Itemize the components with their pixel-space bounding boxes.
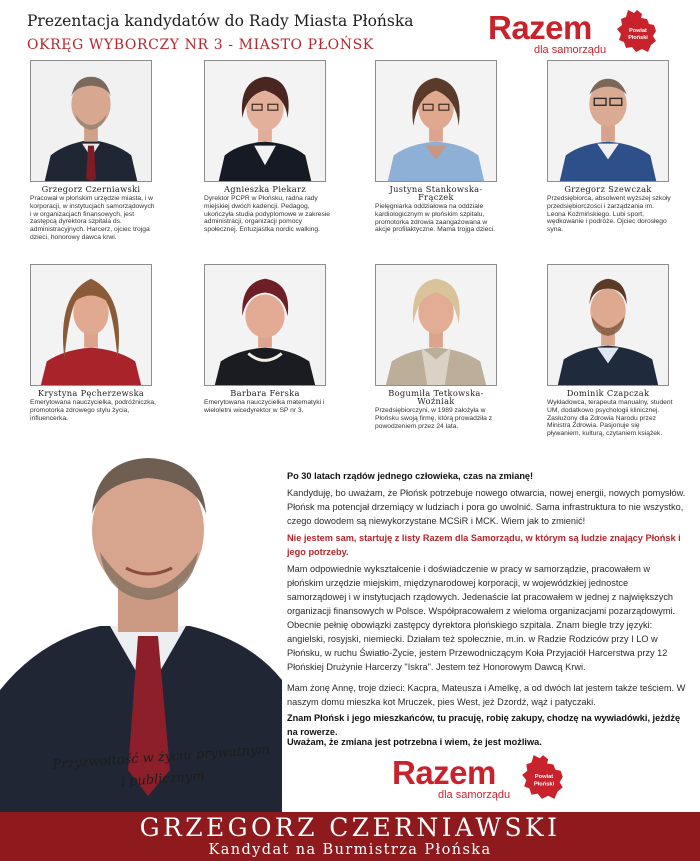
candidate-description: Przedsiębiorca, absolwent wyższej szkoły przedsiębiorczości i zarządzania im. Leona Koźmińskiego. Lubi sport, wędkowanie i podróże. Ojciec dorosłego syna. [547,195,671,234]
highlight-text: Nie jestem sam, startuję z listy Razem dla Samorządu, w którym są ludzie znający Płońsk i jego potrzeby. [287,533,681,557]
candidate-description: Wykładowca, terapeuta manualny, student UM, dodatkowo psychologii klinicznej. Zasłużony dla Zdrowia Narodu przez Ministra Zdrowia. Pasjonuje się pływaniem, kulturą, czytaniem książek. [547,399,673,438]
razem-logo [488,10,673,60]
slogan: Przyzwoitość w życiu prywatnym i publicznym [52,742,271,790]
footer-candidate-name: GRZEGORZ CZERNIAWSKI [139,813,561,842]
candidate-name: Agnieszka Piekarz [223,184,306,194]
candidate-photo [30,264,152,386]
powiat-plonski-map-icon [614,7,662,55]
candidate-photo [204,264,326,386]
candidate-name: Grzegorz Czerniawski [41,184,141,194]
logo-word: Razem [488,9,592,46]
logo-tagline: dla samorządu [438,789,511,801]
candidate-description: Dyrektor PCPR w Płońsku, radna rady miejskiej dwóch kadencji. Pedagog, ukończyła studia podyplomowe w zakresie administracji, organizacji pomocy społecznej. Entuzjastka nordic walking. [204,195,331,234]
razem-logo [392,755,582,807]
powiat-plonski-map-icon [519,752,569,802]
district-title: OKRĘG WYBORCZY NR 3 - MIASTO PŁOŃSK [27,37,374,53]
candidate-photo [375,60,497,182]
candidate-name: Grzegorz Szewczak [564,184,652,194]
candidate-description: Emerytowana nauczycielka, podróżniczka, promotorka zdrowego stylu życia, influencerka. [30,399,157,422]
logo-word: Razem [392,754,496,791]
map-label-1: Powiat [534,774,554,781]
candidate-description: Przedsiębiorczyni, w 1989 założyła w Płońsku swoją firmę, którą prowadziła z powodzeniem przez 24 lata. [375,407,493,430]
footer-banner [0,812,700,861]
candidate-name: Justyna Stankowska-Frączek [389,184,483,202]
map-label-2: Płoński [533,781,555,788]
candidate-name: Dominik Czapczak [566,388,650,398]
candidate-description: Pracował w płońskim urzędzie miasta, i w korporacji, w instytucjach samorządowych i w organizacjach finansowych, jest zastępcą dyrektora szpitala ds. administracyjnych. Harcerz, ojciec trojga dzieci, honorowy dawca krwi. [30,195,155,241]
main-headline: Po 30 latach rządów jednego człowieka, czas na zmianę! [287,471,534,481]
candidate-photo [30,60,152,182]
candidate-photo [204,60,326,182]
candidate-photo [547,264,669,386]
paragraph-1: Kandyduję, bo uważam, że Płońsk potrzebuje nowego otwarcia, nowej energii, nowych pomysłów. Płońsk ma potencjał drzemiący w ludziach i pora go uwolnić. Sama infrastruktura to nie wszystko, czego dowodem są niewykorzystane MCSiR i MCK. Wiem jak to zmienić! [287,488,686,526]
candidate-name: Krystyna Pęcherzewska [37,388,145,398]
paragraph-3: Mam żonę Annę, troje dzieci: Kacpra, Mateusza i Amelkę, a od dwóch lat jestem także teściem. W naszym domu mieszka kot Mruczek, pies West, jeż Dzordż, wąż i patyczaki. [287,683,686,707]
paragraph-2: Mam odpowiednie wykształcenie i doświadczenie w pracy w samorządzie, pracowałem w płońskim urzędzie miejskim, międzynarodowej korporacji, w wojewódzkiej jednostce samorządowej i w instytucjach rządowych. Jedenaście lat pracowałem w jednej z największych organizacji finansowych w Polsce. Współpracowałem z wieloma organizacjami pozarządowymi. Obecnie pełnię obowiązki zastępcy dyrektora płońskiego szpitala. Znam biegle trzy języki: angielski, rosyjski, niemiecki. Działam też społecznie, m.in. w Radzie Rodziców przy I LO w Płońsku, w ruchu Światło-Życie, jestem Przewodniczącym Koła Przyjaciół Harcerstwa przy 12 Płońskiej Drużynie Harcerzy "Iskra". Jestem też Honorowym Dawcą Krwi. [287,564,676,672]
map-label-1: Powiat [629,28,647,34]
map-label-2: Płoński [628,35,648,41]
logo-tagline: dla samorządu [534,44,607,56]
candidate-name: Barbara Ferska [230,388,300,398]
bold-statement-2: Uważam, że zmiana jest potrzebna i wiem, że jest możliwa. [287,737,542,747]
candidate-name: Bogumiła Tetkowska-Woźniak [388,388,484,406]
footer-candidate-role: Kandydat na Burmistrza Płońska [208,842,492,858]
candidate-photo [547,60,669,182]
page-title: Prezentacja kandydatów do Rady Miasta Płońska [27,12,414,30]
bold-statement-1: Znam Płońsk i jego mieszkańców, tu pracuję, robię zakupy, chodzę na wywiadówki, jeżdżę na rowerze. [287,713,681,737]
candidate-photo [375,264,497,386]
candidate-description: Pielęgniarka oddziałowa na oddziale kardiologicznym w płońskim szpitalu, promotorka zdrowia zaangażowana w akcje profilaktyczne. Mama trojga dzieci. [375,203,496,234]
candidate-description: Emerytowana nauczycielka matematyki i wieloletni wicedyrektor w SP nr 3. [204,399,325,414]
